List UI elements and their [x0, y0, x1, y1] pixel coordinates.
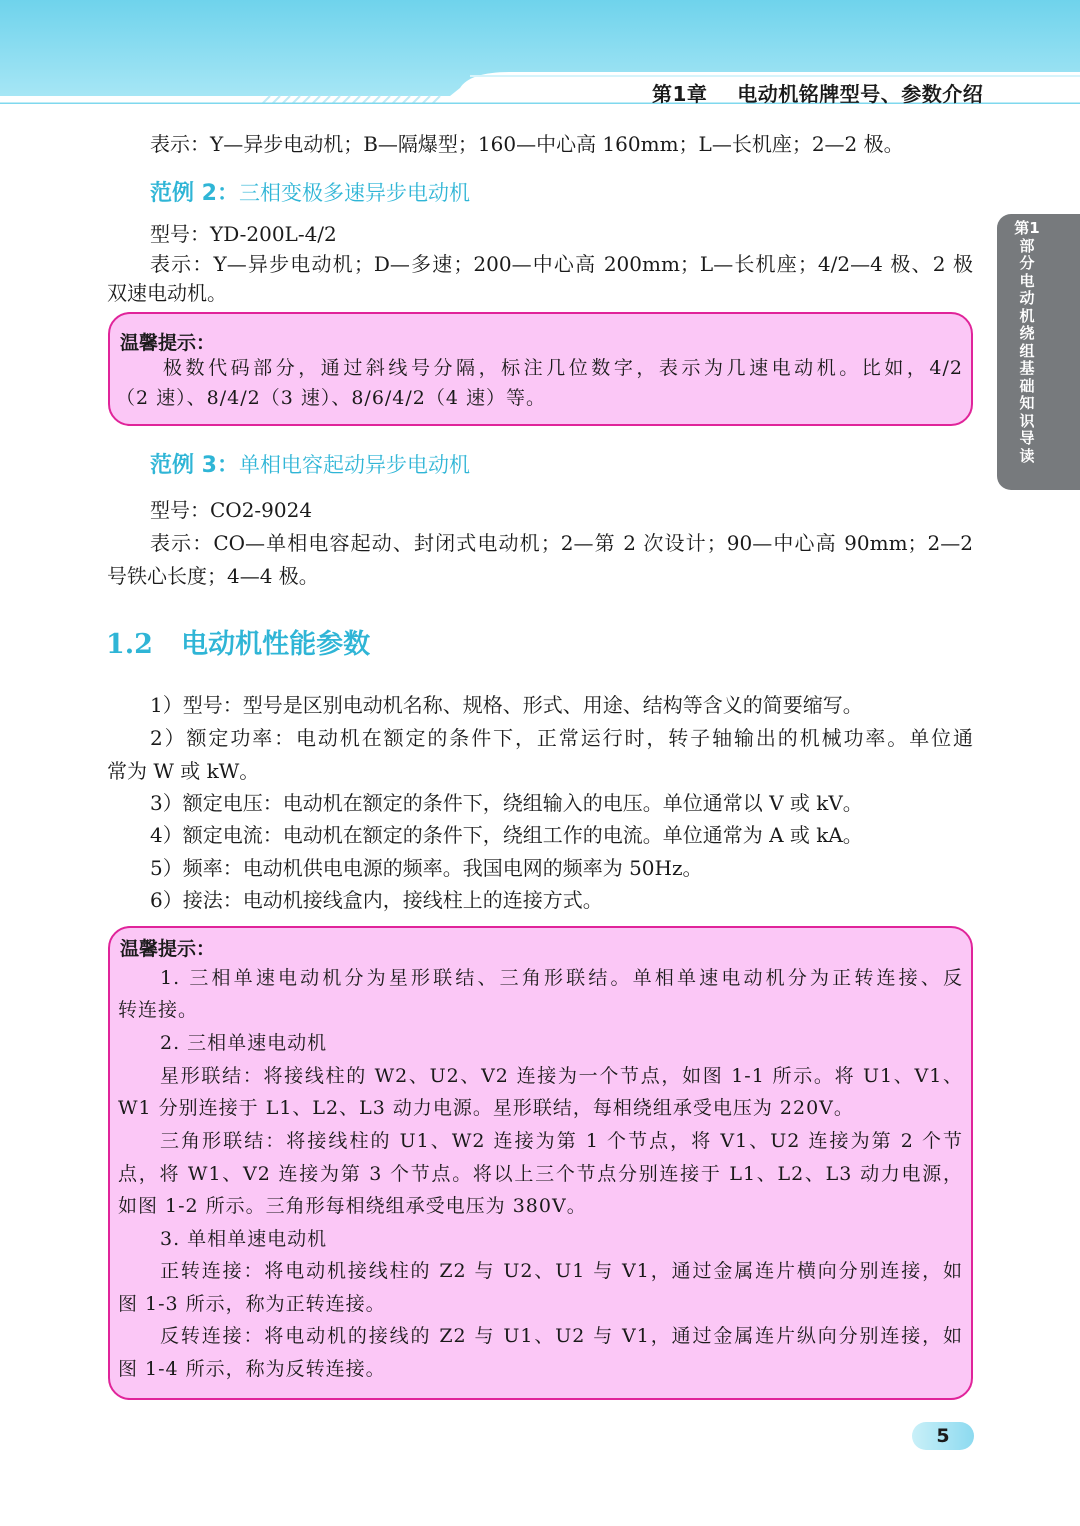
- example3-desc-line1: 表示：CO—单相电容起动、封闭式电动机；2—第 2 次设计；90—中心高 90mm；2—2: [150, 531, 973, 555]
- tip2-line: 正转连接：将电动机接线柱的 Z2 与 U2、U1 与 V1，通过金属连片横向分别连接，如: [160, 1260, 963, 1282]
- tip2-line: 如图 1-2 所示。三角形每相绕组承受电压为 380V。: [118, 1195, 587, 1217]
- tip1-line1: 极数代码部分，通过斜线号分隔，标注几位数字，表示为几速电动机。比如，4/2: [163, 357, 963, 379]
- param-1: 1）型号：型号是区别电动机名称、规格、形式、用途、结构等含义的简要缩写。: [150, 693, 863, 717]
- param-4: 4）额定电流：电动机在额定的条件下，绕组工作的电流。单位通常为 A 或 kA。: [150, 823, 863, 847]
- example2-heading: [150, 176, 470, 207]
- example2-label: 范例 2：: [150, 181, 239, 206]
- tip2-line: 点，将 W1、V2 连接为第 3 个节点。将以上三个节点分别连接于 L1、L2、L3 动力电源，: [118, 1163, 963, 1185]
- example3-label: 范例 3：: [150, 453, 239, 478]
- section-heading: 1.2 电动机性能参数: [106, 629, 371, 660]
- example2-desc-line1: 表示：Y—异步电动机；D—多速；200—中心高 200mm；L—长机座；4/2—4 极、2 极: [150, 252, 973, 276]
- example3-desc-line2: 号铁心长度；4—4 极。: [107, 564, 319, 588]
- page-number: 5: [936, 1425, 950, 1447]
- param-6: 6）接法：电动机接线盒内，接线柱上的连接方式。: [150, 888, 603, 912]
- chapter-title: 第1章 电动机铭牌型号、参数介绍: [652, 82, 984, 106]
- tip1-line2: （2 速）、8/4/2（3 速）、8/6/4/2（4 速）等。: [116, 387, 547, 409]
- example2-title: 三相变极多速异步电动机: [238, 181, 470, 205]
- side-tab-label: 第1部分 电动机绕组基础知识导读: [1014, 219, 1040, 465]
- tip2-line: 反转连接：将电动机的接线的 Z2 与 U1、U2 与 V1，通过金属连片纵向分别连接，如: [160, 1325, 963, 1347]
- tip2-line: 1. 三相单速电动机分为星形联结、三角形联结。单相单速电动机分为正转连接、反: [160, 967, 963, 989]
- tip2-line: 三角形联结：将接线柱的 U1、W2 连接为第 1 个节点，将 V1、U2 连接为第 2 个节: [160, 1130, 963, 1152]
- tip2-line: 3. 单相单速电动机: [160, 1228, 328, 1250]
- example2-model: 型号：YD-200L-4/2: [150, 222, 337, 246]
- tip2-label: 温馨提示：: [120, 938, 216, 960]
- param-2-line1: 2）额定功率：电动机在额定的条件下，正常运行时，转子轴输出的机械功率。单位通: [150, 726, 973, 750]
- param-3: 3）额定电压：电动机在额定的条件下，绕组输入的电压。单位通常以 V 或 kV。: [150, 791, 863, 815]
- tip2-line: 转连接。: [118, 999, 199, 1021]
- example3-title: 单相电容起动异步电动机: [238, 453, 470, 477]
- example2-desc-line2: 双速电动机。: [107, 281, 227, 305]
- tip2-line: 2. 三相单速电动机: [160, 1032, 328, 1054]
- example3-heading: [150, 448, 470, 479]
- param-2-line2: 常为 W 或 kW。: [107, 759, 260, 783]
- param-5: 5）频率：电动机供电电源的频率。我国电网的频率为 50Hz。: [150, 856, 703, 880]
- tip2-line: 图 1-4 所示，称为反转连接。: [118, 1358, 386, 1380]
- example3-model: 型号：CO2-9024: [150, 498, 313, 522]
- tip1-label: 温馨提示：: [120, 332, 216, 354]
- top-paragraph: 表示：Y—异步电动机；B—隔爆型；160—中心高 160mm；L—长机座；2—2 极。: [150, 132, 904, 156]
- tip2-line: 星形联结：将接线柱的 W2、U2、V2 连接为一个节点，如图 1-1 所示。将 U1、V1、: [160, 1065, 963, 1087]
- tip2-line: 图 1-3 所示，称为正转连接。: [118, 1293, 386, 1315]
- tip2-line: W1 分别连接于 L1、L2、L3 动力电源。星形联结，每相绕组承受电压为 220V。: [118, 1097, 854, 1119]
